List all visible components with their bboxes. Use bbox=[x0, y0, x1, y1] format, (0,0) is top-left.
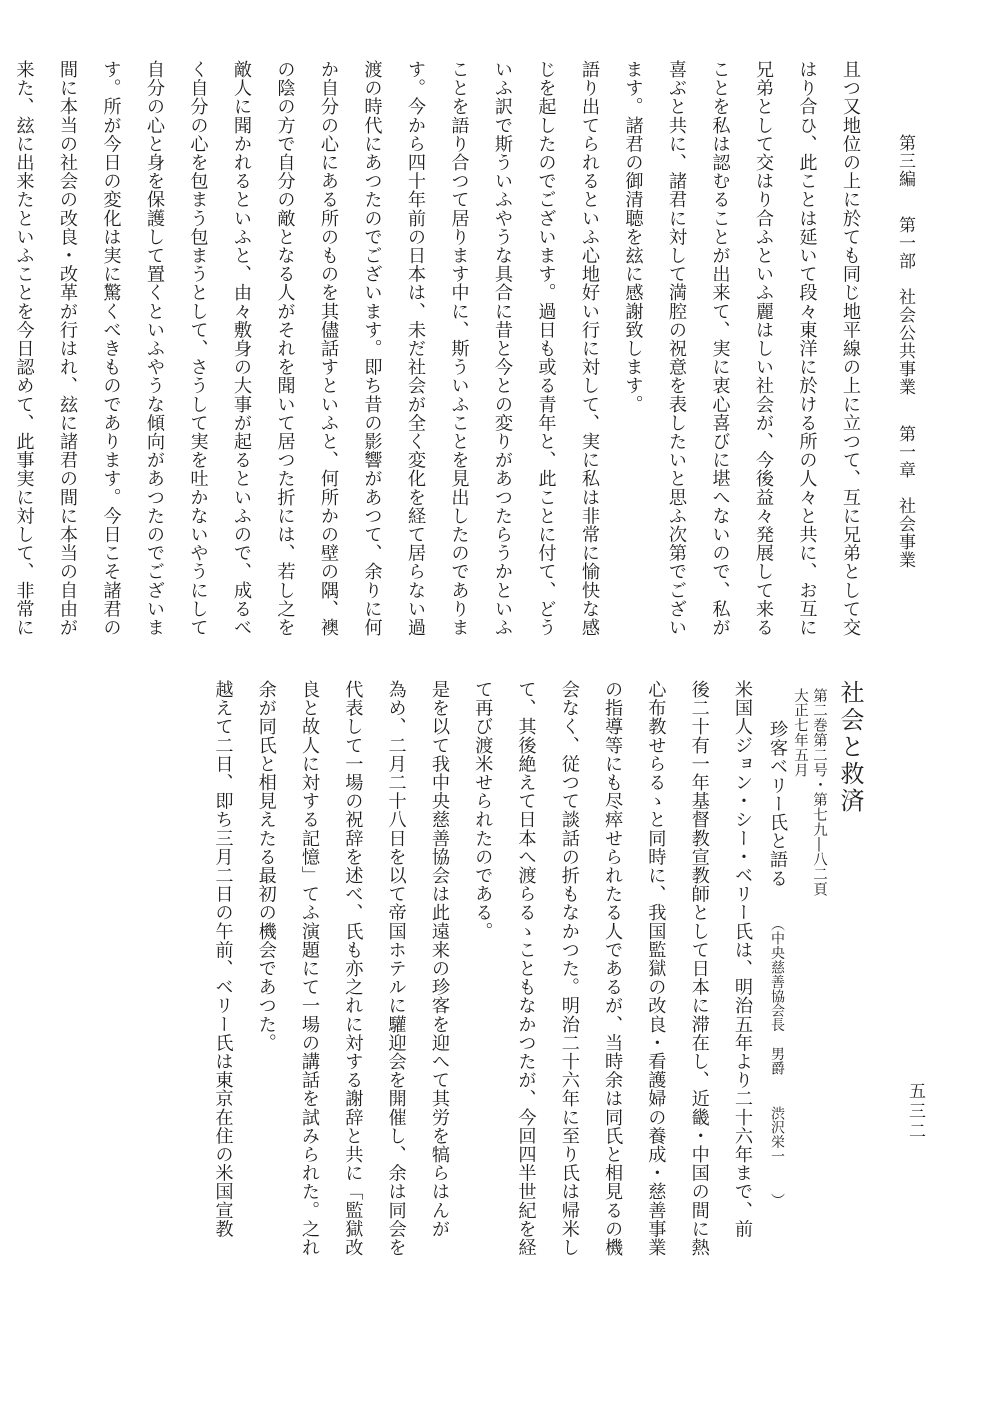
text-line: の陰の方で自分の敵となる人がそれを聞いて居つた折には、若し之を bbox=[274, 60, 296, 637]
text-line: か自分の心にある所のものを其儘話すといふと、何所かの壁の隅、襖 bbox=[318, 60, 339, 637]
source-citation bbox=[790, 680, 828, 1380]
section-title: 社会と救済 bbox=[836, 680, 864, 815]
speaker-affiliation: （中央慈善協会長 男爵 bbox=[769, 917, 785, 1076]
text-line: く自分の心を包まう包まうとして、さうして実を吐かないやうにして bbox=[187, 60, 209, 637]
text-line: じを起したのでございます。過日も或る青年と、此ことに付て、どう bbox=[535, 60, 557, 637]
speaker-name: 渋沢栄一 bbox=[769, 1105, 785, 1164]
text-line: 来た、玆に出来たといふことを今日認めて、此事実に対して、非常に bbox=[13, 60, 35, 637]
text-line: 心布教せらるゝと同時に、我国監獄の改良・看護婦の養成・慈善事業 bbox=[645, 680, 667, 1257]
text-line: 間に本当の社会の改良・改革が行はれ、玆に諸君の間に本当の自由が bbox=[57, 60, 78, 637]
text-line: 渡の時代にあつたのでございます。即ち昔の影響があつて、余りに何 bbox=[361, 60, 383, 637]
source-volume: 第二巻第二号・第七九―八二頁 bbox=[811, 688, 827, 897]
text-line: す。今から四十年前の日本は、未だ社会が全く変化を経て居らない過 bbox=[405, 60, 426, 637]
page-number: 五三二 bbox=[905, 1082, 925, 1142]
text-line: 余が同氏と相見えたる最初の機会であつた。 bbox=[255, 680, 277, 1052]
text-line: 喜ぶと共に、諸君に対して満腔の祝意を表したいと思ふ次第でござい bbox=[666, 60, 687, 637]
header-section: 第三編 bbox=[895, 134, 915, 188]
text-line: 後二十有一年基督教宣教師として日本に滞在し、近畿・中国の間に熱 bbox=[688, 680, 710, 1257]
text-line: 代表して一場の祝辞を述べ、氏も亦之れに対する謝辞と共に「監獄改 bbox=[342, 680, 364, 1257]
text-line: て再び渡米せられたのである。 bbox=[472, 680, 494, 941]
text-line: 自分の心と身を保護して置くといふやうな傾向があつたのでございま bbox=[144, 60, 165, 637]
text-line: 是を以て我中央慈善協会は此遠来の珍客を迎へて其労を犒らはんが bbox=[428, 680, 450, 1238]
text-line: て、其後絶えて日本へ渡らるゝこともなかつたが、今回四半世紀を経 bbox=[515, 680, 537, 1257]
text-line: ことを私は認むることが出来て、実に衷心喜びに堪へないので、私が bbox=[709, 60, 731, 637]
text-line: 且つ又地位の上に於ても同じ地平線の上に立つて、互に兄弟として交 bbox=[840, 60, 861, 637]
source-date: 大正七年五月 bbox=[792, 688, 808, 778]
text-line: の指導等にも尽瘁せられたる人であるが、当時余は同氏と相見るの機 bbox=[602, 680, 624, 1257]
text-line: 兄弟として交はり合ふといふ麗はしい社会が、今後益々発展して来る bbox=[753, 60, 774, 637]
upper-text-block bbox=[13, 60, 872, 640]
text-line: ます。諸君の御清聴を玆に感謝致します。 bbox=[622, 60, 644, 414]
speaker-close: ） bbox=[769, 1193, 785, 1208]
text-line bbox=[0, 60, 2, 640]
header-part: 第一部 社会公共事業 bbox=[895, 216, 915, 397]
text-line: 語り出てられるといふ心地好い行に対して、実に私は非常に愉快な感 bbox=[579, 60, 600, 637]
article-heading bbox=[764, 680, 790, 1380]
text-line: 越えて二日、即ち三月二日の午前、ベリー氏は東京在住の米国宣教 bbox=[212, 680, 234, 1238]
text-line: ことを語り合つて居ります中に、斯ういふことを見出したのでありま bbox=[448, 60, 470, 637]
article-subtitle: 珍客ベリー氏と語る bbox=[767, 720, 788, 888]
text-line: 敵人に聞かれるといふと、由々敷身の大事が起るといふので、成るべ bbox=[231, 60, 252, 637]
text-line: す。所が今日の変化は実に驚くべきものであります。今日こそ諸君の bbox=[100, 60, 122, 637]
lower-text-block bbox=[92, 680, 872, 1380]
text-line: 米国人ジョン・シー・ベリー氏は、明治五年より二十六年まで、前 bbox=[732, 680, 753, 1238]
text-line: 為め、二月二十八日を以て帝国ホテルに驩迎会を開催し、余は同会を bbox=[385, 680, 407, 1257]
text-line: 良と故人に対する記憶」てふ演題にて一場の講話を試みられた。之れ bbox=[299, 680, 321, 1257]
text-line: いふ訳で斯ういふやうな具合に昔と今との変りがあつたらうかといふ bbox=[492, 60, 513, 637]
text-line: 会なく、従つて談話の折もなかつた。明治二十六年に至り氏は帰米し bbox=[558, 680, 580, 1257]
header-chapter: 第一章 社会事業 bbox=[895, 424, 915, 569]
running-head bbox=[895, 134, 915, 774]
text-line: はり合ひ、此ことは延いて段々東洋に於ける所の人々と共に、お互に bbox=[796, 60, 818, 637]
